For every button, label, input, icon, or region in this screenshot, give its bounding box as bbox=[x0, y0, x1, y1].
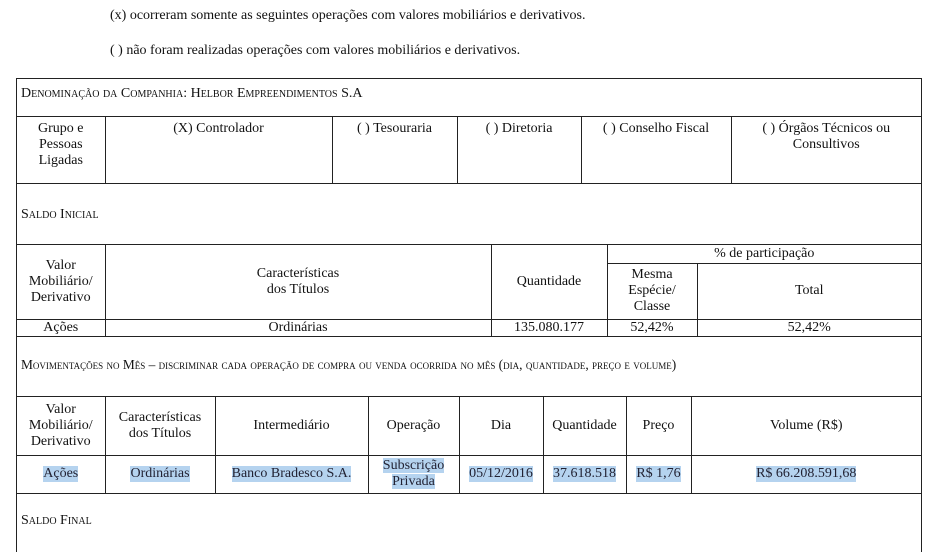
movimentacoes-band bbox=[17, 335, 921, 397]
mv-cell-operacao: Subscrição Privada bbox=[368, 455, 459, 493]
mv-header-dia: Dia bbox=[459, 397, 543, 455]
mv-header-quantidade: Quantidade bbox=[543, 397, 626, 455]
si-header-caracteristicas: Características dos Títulos bbox=[105, 245, 491, 319]
company-name: Denominação da Companhia: Helbor Empreendimentos S.A bbox=[21, 86, 363, 101]
mv-header-volume: Volume (R$) bbox=[691, 397, 921, 455]
saldo-inicial-title: Saldo Inicial bbox=[21, 207, 99, 222]
group-conselho-fiscal: ( ) Conselho Fiscal bbox=[581, 117, 731, 183]
movimentacoes-title: Movimentações no Mês – discriminar cada operação de compra ou venda ocorrida no mês (dia, quantidade, preço e volume) bbox=[21, 357, 677, 372]
company-band bbox=[17, 79, 921, 117]
group-orgaos-tecnicos: ( ) Órgãos Técnicos ou Consultivos bbox=[731, 117, 921, 183]
mv-header-caracteristicas: Características dos Títulos bbox=[105, 397, 215, 455]
si-cell-mesma: 52,42% bbox=[607, 319, 697, 336]
option-operations-occurred: (x) ocorreram somente as seguintes operações com valores mobiliários e derivativos. bbox=[110, 8, 586, 23]
si-header-mesma-especie: Mesma Espécie/ Classe bbox=[607, 263, 697, 319]
option-no-operations: ( ) não foram realizadas operações com valores mobiliários e derivativos. bbox=[110, 43, 521, 58]
table-row bbox=[17, 455, 921, 493]
mv-header-valor: Valor Mobiliário/ Derivativo bbox=[17, 397, 105, 455]
mv-header-preco: Preço bbox=[626, 397, 691, 455]
si-header-quantidade: Quantidade bbox=[491, 245, 607, 319]
saldo-final-band bbox=[17, 493, 921, 553]
mv-cell-caracteristicas: Ordinárias bbox=[105, 455, 215, 493]
form-frame bbox=[16, 78, 922, 552]
mv-cell-volume: R$ 66.208.591,68 bbox=[691, 455, 921, 493]
table-row bbox=[17, 319, 921, 336]
si-cell-total: 52,42% bbox=[697, 319, 921, 336]
si-cell-caracteristicas: Ordinárias bbox=[105, 319, 491, 336]
saldo-inicial-band bbox=[17, 183, 921, 245]
mv-header-intermediario: Intermediário bbox=[215, 397, 368, 455]
mv-cell-dia: 05/12/2016 bbox=[459, 455, 543, 493]
saldo-final-title: Saldo Final bbox=[21, 513, 92, 528]
si-cell-quantidade: 135.080.177 bbox=[491, 319, 607, 336]
group-tesouraria: ( ) Tesouraria bbox=[332, 117, 457, 183]
mv-cell-quantidade: 37.618.518 bbox=[543, 455, 626, 493]
group-label: Grupo e Pessoas Ligadas bbox=[17, 117, 105, 183]
si-header-participacao: % de participação bbox=[607, 245, 921, 263]
group-table bbox=[17, 117, 921, 184]
group-diretoria: ( ) Diretoria bbox=[457, 117, 581, 183]
mv-cell-intermediario: Banco Bradesco S.A. bbox=[215, 455, 368, 493]
si-header-valor: Valor Mobiliário/ Derivativo bbox=[17, 245, 105, 319]
mv-cell-preco: R$ 1,76 bbox=[626, 455, 691, 493]
movimentacoes-table bbox=[17, 397, 921, 494]
si-cell-valor: Ações bbox=[17, 319, 105, 336]
mv-header-operacao: Operação bbox=[368, 397, 459, 455]
group-controlador: (X) Controlador bbox=[105, 117, 332, 183]
si-header-total: Total bbox=[697, 263, 921, 319]
mv-cell-valor: Ações bbox=[17, 455, 105, 493]
saldo-inicial-table bbox=[17, 245, 921, 337]
